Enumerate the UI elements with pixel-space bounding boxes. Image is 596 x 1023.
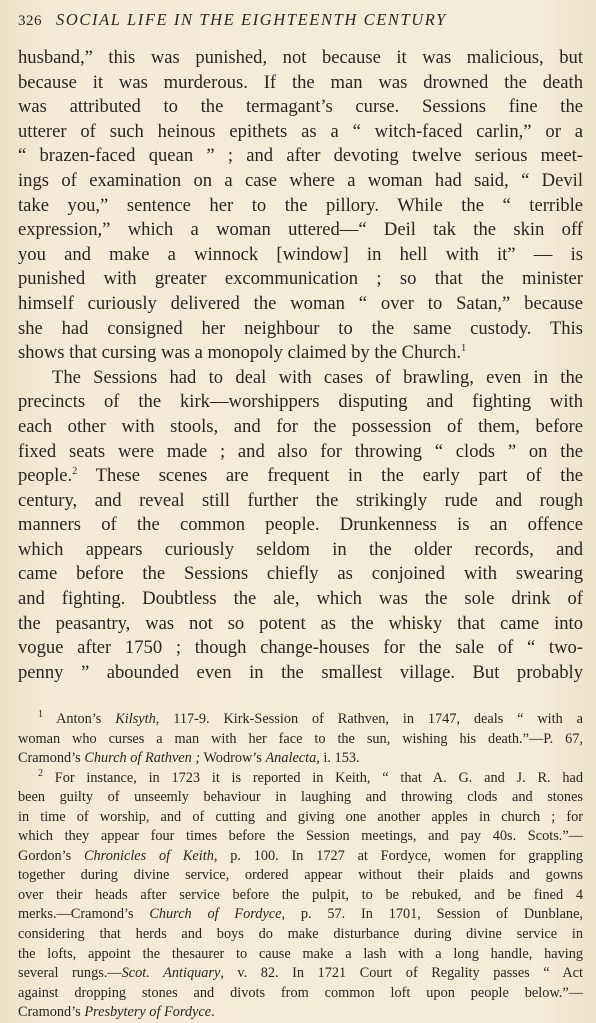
footnote-2-line	[18, 847, 583, 867]
text-line: fixed seats were made ; and also for throwing “ clods ” on the	[18, 440, 583, 462]
footnote-text: merks.—Cramond’s	[18, 906, 150, 923]
footnote-text: , p. 100. In 1727 at Fordyce, women for grappling	[213, 847, 583, 864]
footnote-marker-2: 2	[38, 767, 43, 779]
footnote-2-line	[18, 905, 583, 925]
footnote-2-line: against dropping stones and divots from common loft upon people below.”—	[18, 984, 583, 1001]
text-line: came before the Sessions chiefly as conjoined with swearing	[18, 563, 583, 585]
text-line: precincts of the kirk—worshippers disputing and fighting with	[18, 391, 583, 413]
footnote-text: Gordon’s	[18, 847, 84, 864]
text-line-content: These scenes are frequent in the early part of the	[77, 465, 583, 487]
footnote-text: .	[211, 1004, 215, 1021]
footnote-citation: Church of Fordyce	[149, 906, 282, 923]
page-number: 326	[18, 13, 42, 29]
footnote-text: , p. 57. In 1701, Session of Dunblane,	[281, 906, 583, 923]
text-line: you and make a winnock [window] in hell with it” — is	[18, 243, 583, 265]
text-line: vogue after 1750 ; though change-houses for the sale of “ two-	[18, 637, 583, 659]
running-header	[18, 10, 578, 34]
footnote-ref-2: 2	[72, 465, 78, 477]
footnotes	[18, 710, 583, 1023]
footnote-citation: Scot. Antiquary	[121, 965, 221, 982]
footnote-text: For instance, in 1723 it is reported in Keith, “ that A. G. and J. R. had	[43, 769, 583, 786]
footnote-2-line: over their heads after service before the pulpit, to be rebuked, and be fined 4	[18, 886, 583, 903]
footnote-text: several rungs.—	[18, 965, 122, 982]
footnote-citation: Church of Rathven ;	[84, 750, 201, 767]
footnote-text: , i. 153.	[316, 750, 360, 767]
text-line: she had consigned her neighbour to the same custody. This	[18, 317, 583, 339]
text-line: because it was murderous. If the man was drowned the death	[18, 71, 583, 93]
text-line-content: people.	[18, 465, 73, 487]
footnote-2-line: considering that herds and boys do make disturbance during divine service in	[18, 926, 583, 943]
footnote-2-line: been guilty of unseemly behaviour in laughing and throwing clods and stones	[18, 789, 583, 806]
footnote-citation: Presbytery of Fordyce	[84, 1004, 212, 1021]
text-line: penny ” abounded even in the smallest village. But probably	[18, 661, 583, 683]
text-line: utterer of such heinous epithets as a “ witch-faced carlin,” or a	[18, 120, 583, 142]
text-line: himself curiously delivered the woman “ over to Satan,” because	[18, 292, 583, 314]
text-line: ings of examination on a case where a woman had said, “ Devil	[18, 169, 583, 191]
footnote-2-line: which they appear four times before the Session meetings, and pay 40s. Scots.”—	[18, 828, 583, 845]
footnote-1-line	[18, 749, 583, 769]
text-line: each other with stools, and for the possession of them, before	[18, 415, 583, 437]
text-line: was attributed to the termagant’s curse. Sessions fine the	[18, 96, 583, 118]
text-line	[18, 464, 583, 489]
footnote-text: Wodrow’s	[200, 750, 266, 767]
footnote-2-line	[18, 964, 583, 984]
footnote-1-line	[18, 710, 583, 730]
footnote-2-line: the lofts, appoint the thesaurer to cause make a lash with a long handle, having	[18, 945, 583, 962]
text-line	[18, 341, 583, 366]
running-title: SOCIAL LIFE IN THE EIGHTEENTH CENTURY	[56, 10, 447, 29]
footnote-text: , 117-9. Kirk-Session of Rathven, in 1747, deals “ with a	[155, 711, 583, 727]
footnote-citation: Analecta	[265, 750, 317, 767]
footnote-2-line: in time of worship, and of cutting and giving one another apples in church ; for	[18, 808, 583, 825]
text-line: punished with greater excommunication ; so that the minister	[18, 268, 583, 290]
body-text	[18, 46, 583, 685]
text-line-content: shows that cursing was a monopoly claimed by the Church.	[18, 342, 462, 364]
text-line: “ brazen-faced quean ” ; and after devoting twelve serious meet-	[18, 145, 583, 167]
text-line: The Sessions had to deal with cases of brawling, even in the	[52, 366, 583, 388]
text-line: take you,” sentence her to the pillory. While the “ terrible	[18, 194, 583, 216]
footnote-text: Cramond’s	[18, 750, 85, 767]
text-line: and fighting. Doubtless the ale, which was the sole drink of	[18, 588, 583, 610]
footnote-2-line: together during divine service, ordered appear without their plaids and gowns	[18, 867, 583, 884]
footnote-1-line: woman who curses a man with her face to the sun, wishing his death.”—P. 67,	[18, 730, 583, 747]
text-line: which appears curiously seldom in the older records, and	[18, 538, 583, 560]
text-line: the peasantry, was not so potent as the whisky that came into	[18, 612, 583, 634]
text-line: expression,” which a woman uttered—“ Deil tak the skin off	[18, 219, 583, 241]
footnote-citation: Kilsyth	[115, 711, 156, 727]
footnote-2-line	[18, 1003, 583, 1023]
footnote-text: Cramond’s	[18, 1004, 85, 1021]
footnote-marker-1: 1	[38, 709, 43, 721]
text-line: manners of the common people. Drunkenness is an offence	[18, 514, 583, 536]
footnote-ref-1: 1	[461, 342, 467, 354]
text-line: century, and reveal still further the strikingly rude and rough	[18, 489, 583, 511]
footnote-text: Anton’s	[43, 711, 116, 727]
footnote-text: , v. 82. In 1721 Court of Regality passes “ Act	[220, 965, 584, 982]
footnote-citation: Chronicles of Keith	[84, 847, 214, 864]
footnote-2-line	[18, 769, 583, 789]
text-line: husband,” this was punished, not because it was malicious, but	[18, 47, 583, 68]
